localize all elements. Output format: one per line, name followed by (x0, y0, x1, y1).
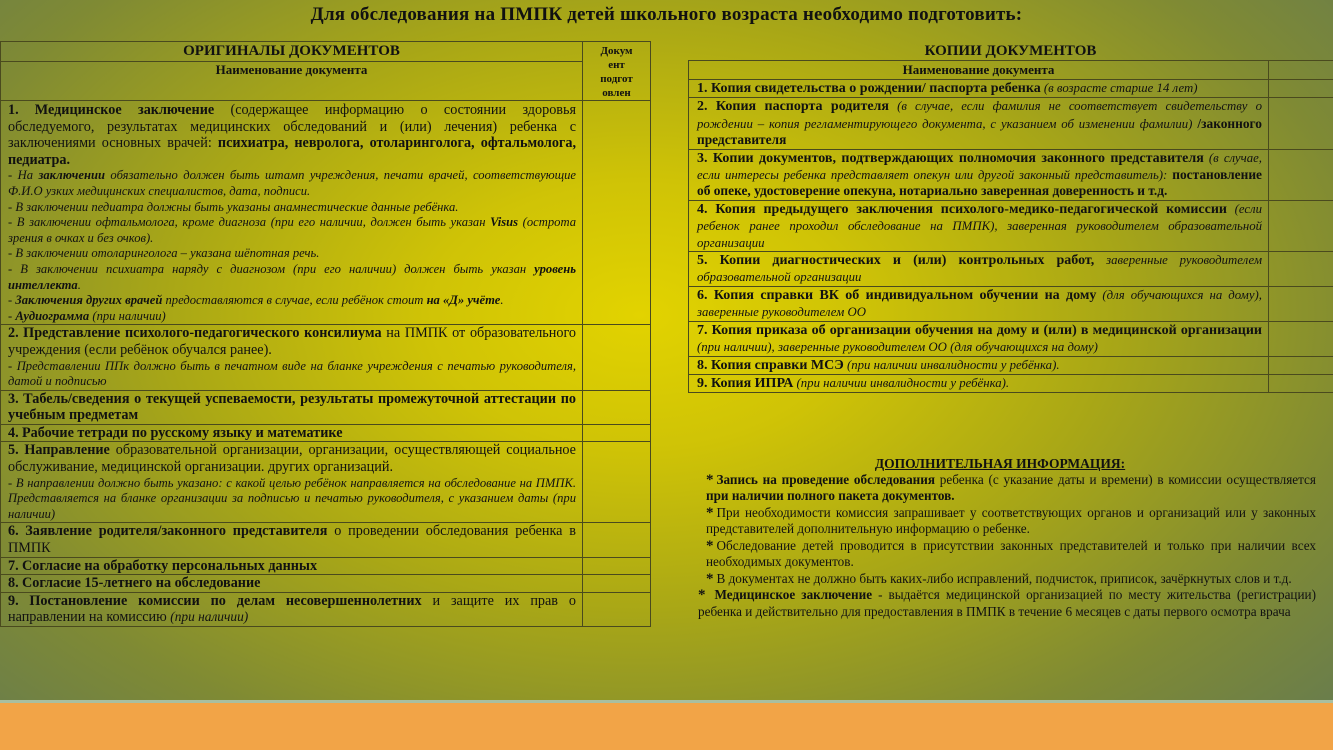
table-row (689, 252, 1333, 287)
table-row (689, 286, 1333, 321)
bottom-band (0, 700, 1333, 750)
table-row (689, 374, 1333, 392)
copy-prepared-checkbox-cell[interactable] (1269, 321, 1333, 356)
prepared-checkbox-cell[interactable] (583, 557, 651, 575)
originals-title: ОРИГИНАЛЫ ДОКУМЕНТОВ (1, 42, 583, 62)
original-item-workbooks: 4. Рабочие тетради по русскому языку и математике (1, 424, 583, 442)
copy-prepared-checkbox-cell[interactable] (1269, 80, 1333, 98)
original-item-medical: 1. Медицинское заключение (содержащее информацию о состоянии здоровья обследуемого, результатах медицинских обследований и (или) лечения) ребенка с заключениями основных врачей: психиатра, невролога, отоларинголога, офтальмолога, педиатра. - На заключении обязательно должен быть штамп учреждения, печати врачей, соответствующие Ф.И.О узких медицинских специалистов, дата, подписи. - В заключении педиатра должны быть указаны анамнестические данные ребёнка. - В заключении офтальмолога, кроме диагноза (при его наличии, должен быть указан Visus (острота зрения в очках и без очков). - В заключении отоларинголога – указана шёпотная речь. - В заключении психиатра наряду с диагнозом (при его наличии) должен быть указан уровень интеллекта. - Заключения других врачей предоставляются в случае, если ребёнок стоит на «Д» учёте. - Аудиограмма (при наличии) (1, 101, 583, 325)
table-row (1, 325, 651, 390)
original-item-commission: 9. Постановление комиссии по делам несовершеннолетних и защите их прав о направлении на комиссию (при наличии) (1, 592, 583, 626)
prepared-checkbox-cell[interactable] (583, 592, 651, 626)
original-item-application: 6. Заявление родителя/законного представителя о проведении обследования ребенка в ПМПК (1, 523, 583, 557)
copy-item-6: 6. Копия справки ВК об индивидуальном обучении на дому (для обучающихся на дому), заверенные руководителем ОО (689, 286, 1269, 321)
info-paragraph: * Запись на проведение обследования ребенка (с указание даты и времени) в комиссии осуществляется при наличии полного пакета документов. (706, 472, 1316, 504)
copy-prepared-checkbox-cell[interactable] (1269, 200, 1333, 251)
name-column-header: Наименование документа (1, 62, 583, 101)
prepared-checkbox-cell[interactable] (583, 325, 651, 390)
page-title: Для обследования на ПМПК детей школьного возраста необходимо подготовить: (310, 4, 1023, 25)
copies-table (688, 60, 1333, 393)
table-row (1, 390, 651, 424)
table-row (1, 575, 651, 593)
table-row (1, 442, 651, 523)
copy-item-3: 3. Копии документов, подтверждающих полномочия законного представителя (в случае, если интересы ребенка представляет опекун или другой законный представитель): постановление об опеке, удостоверение опекуна, нотариально заверенная доверенность и т.д. (689, 149, 1269, 200)
original-item-report-card: 3. Табель/сведения о текущей успеваемости, результаты промежуточной аттестации по учебным предметам (1, 390, 583, 424)
original-item-ppk: 2. Представление психолого-педагогического консилиума на ПМПК от образовательного учреждения (если ребёнок обучался ранее). - Представлении ППк должно быть в печатном виде на бланке учреждения с печатью руководителя, датой и подписью (1, 325, 583, 390)
copy-item-7: 7. Копия приказа об организации обучения на дому и (или) в медицинской организации (при наличии), заверенные руководителем ОО (для обучающихся на дому) (689, 321, 1269, 356)
prepared-column-header: Докум ент подгот овлен (583, 42, 651, 101)
table-row (1, 101, 651, 325)
prepared-checkbox-cell[interactable] (583, 442, 651, 523)
table-row (689, 200, 1333, 251)
copy-prepared-checkbox-cell[interactable] (1269, 286, 1333, 321)
copy-prepared-checkbox-cell[interactable] (1269, 98, 1333, 149)
original-item-consent-15: 8. Согласие 15-летнего на обследование (1, 575, 583, 593)
copy-item-5: 5. Копии диагностических и (или) контрольных работ, заверенные руководителем образовательной организации (689, 252, 1269, 287)
prepared-checkbox-cell[interactable] (583, 575, 651, 593)
originals-table (0, 41, 651, 627)
original-item-referral: 5. Направление образовательной организации, организации, осуществляющей социальное обслуживание, медицинской организации. других организаций. - В направлении должно быть указано: с какой целью ребёнок направляется на обследование на ПМПК. Представляется на бланке организации за подписью и печатью руководителя, с указанием даты (при наличии) (1, 442, 583, 523)
copies-prepared-header-cell (1269, 61, 1333, 80)
table-row (1, 557, 651, 575)
table-row (1, 523, 651, 557)
table-row (689, 149, 1333, 200)
table-row (689, 321, 1333, 356)
additional-info (698, 472, 1316, 620)
info-paragraph: * При необходимости комиссия запрашивает у соответствующих органов и организаций или у законных представителей дополнительную информацию о ребенке. (706, 504, 1316, 537)
info-paragraph: * Обследование детей проводится в присутствии законных представителей и только при наличии всех необходимых документов. (706, 537, 1316, 570)
table-row (1, 424, 651, 442)
copy-item-8: 8. Копия справки МСЭ (при наличии инвалидности у ребёнка). (689, 356, 1269, 374)
prepared-checkbox-cell[interactable] (583, 424, 651, 442)
copies-name-column-header: Наименование документа (689, 61, 1269, 80)
copy-item-4: 4. Копия предыдущего заключения психолого-медико-педагогической комиссии (если ребенок ранее проходил обследование на ПМПК), заверенная руководителем образовательной организации (689, 200, 1269, 251)
copy-prepared-checkbox-cell[interactable] (1269, 252, 1333, 287)
info-paragraph: * Медицинское заключение - выдаётся медицинской организацией по месту жительства (регистрации) ребенка и действительно для предоставления в ПМПК в течение 6 месяцев с даты первого осмотра врача (698, 587, 1316, 619)
copy-prepared-checkbox-cell[interactable] (1269, 356, 1333, 374)
copy-item-1: 1. Копия свидетельства о рождении/ паспорта ребенка (в возрасте старше 14 лет) (689, 80, 1269, 98)
prepared-checkbox-cell[interactable] (583, 523, 651, 557)
table-row (689, 98, 1333, 149)
original-item-consent-data: 7. Согласие на обработку персональных данных (1, 557, 583, 575)
copy-prepared-checkbox-cell[interactable] (1269, 149, 1333, 200)
additional-info-title: ДОПОЛНИТЕЛЬНАЯ ИНФОРМАЦИЯ: (874, 456, 1126, 471)
info-paragraph: * В документах не должно быть каких-либо исправлений, подчисток, приписок, зачёркнутых слов и т.д. (706, 570, 1292, 587)
table-row (689, 356, 1333, 374)
copy-item-2: 2. Копия паспорта родителя (в случае, если фамилия не соответствует свидетельству о рождении – копия регламентирующего документа, с указанием об изменении фамилии) /законного представителя (689, 98, 1269, 149)
copy-item-9: 9. Копия ИПРА (при наличии инвалидности у ребёнка). (689, 374, 1269, 392)
prepared-checkbox-cell[interactable] (583, 390, 651, 424)
copies-title: КОПИИ ДОКУМЕНТОВ (924, 43, 1097, 59)
table-row (1, 592, 651, 626)
copy-prepared-checkbox-cell[interactable] (1269, 374, 1333, 392)
table-row (689, 80, 1333, 98)
prepared-checkbox-cell[interactable] (583, 101, 651, 325)
